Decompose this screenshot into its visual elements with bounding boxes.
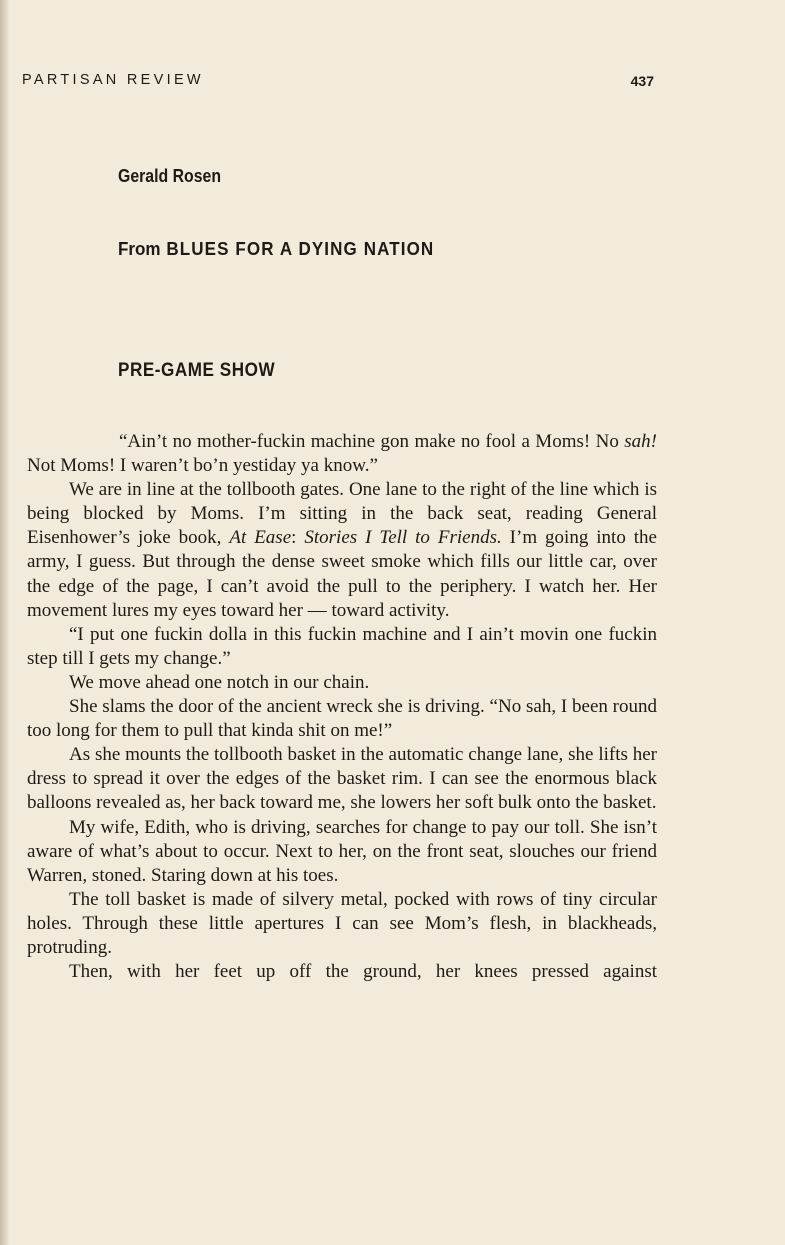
page-number: 437 (630, 73, 654, 89)
page-gutter-shadow (0, 0, 10, 1245)
title-main: BLUES FOR A DYING NATION (166, 238, 435, 259)
paragraph: We move ahead one notch in our chain. (69, 671, 370, 693)
paragraph: My wife, Edith, who is driving, searches for change to pay our toll. She isn’t aware of what’s about to occur. Next to her, on the front seat, slouches our friend Warren, stoned. Staring down at his toes. (27, 816, 657, 886)
author-name: Gerald Rosen (118, 166, 222, 186)
paragraph: She slams the door of the ancient wreck she is driving. “No sah, I been round too long for them to pull that kinda shit on me!” (27, 696, 657, 742)
paragraph: “Ain’t no mother-fuckin machine gon make no fool a Moms! No sah! Not Moms! I waren’t bo’n yestiday ya know.” (27, 431, 657, 477)
paragraph: “I put one fuckin dolla in this fuckin machine and I ain’t movin one fuckin step till I gets my change.” (27, 623, 657, 669)
paragraph: The toll basket is made of silvery metal, pocked with rows of tiny circular holes. Through these little apertures I can see Mom’s flesh, in blackheads, protruding. (27, 888, 657, 958)
title-prefix: From (118, 238, 161, 259)
paragraph: As she mounts the tollbooth basket in the automatic change lane, she lifts her dress to spread it over the edges of the basket rim. I can see the enormous black balloons revealed as, her back toward me, she lowers her soft bulk onto the basket. (27, 744, 657, 814)
running-head: PARTISAN REVIEW (22, 72, 204, 88)
body-text (27, 430, 657, 984)
paragraph: Then, with her feet up off the ground, her knees pressed against (69, 961, 657, 983)
section-title: PRE-GAME SHOW (118, 360, 276, 381)
paragraph: We are in line at the tollbooth gates. One lane to the right of the line which is being blocked by Moms. I’m sitting in the back seat, reading General Eisenhower’s joke book, At Ease: Stories I Tell to Friends. I’m going into the army, I guess. But through the dense sweet smoke which fills our little car, over the edge of the page, I can’t avoid the pull to the periphery. I watch her. Her movement lures my eyes toward her — toward activity. (27, 479, 657, 621)
work-title (118, 238, 434, 260)
